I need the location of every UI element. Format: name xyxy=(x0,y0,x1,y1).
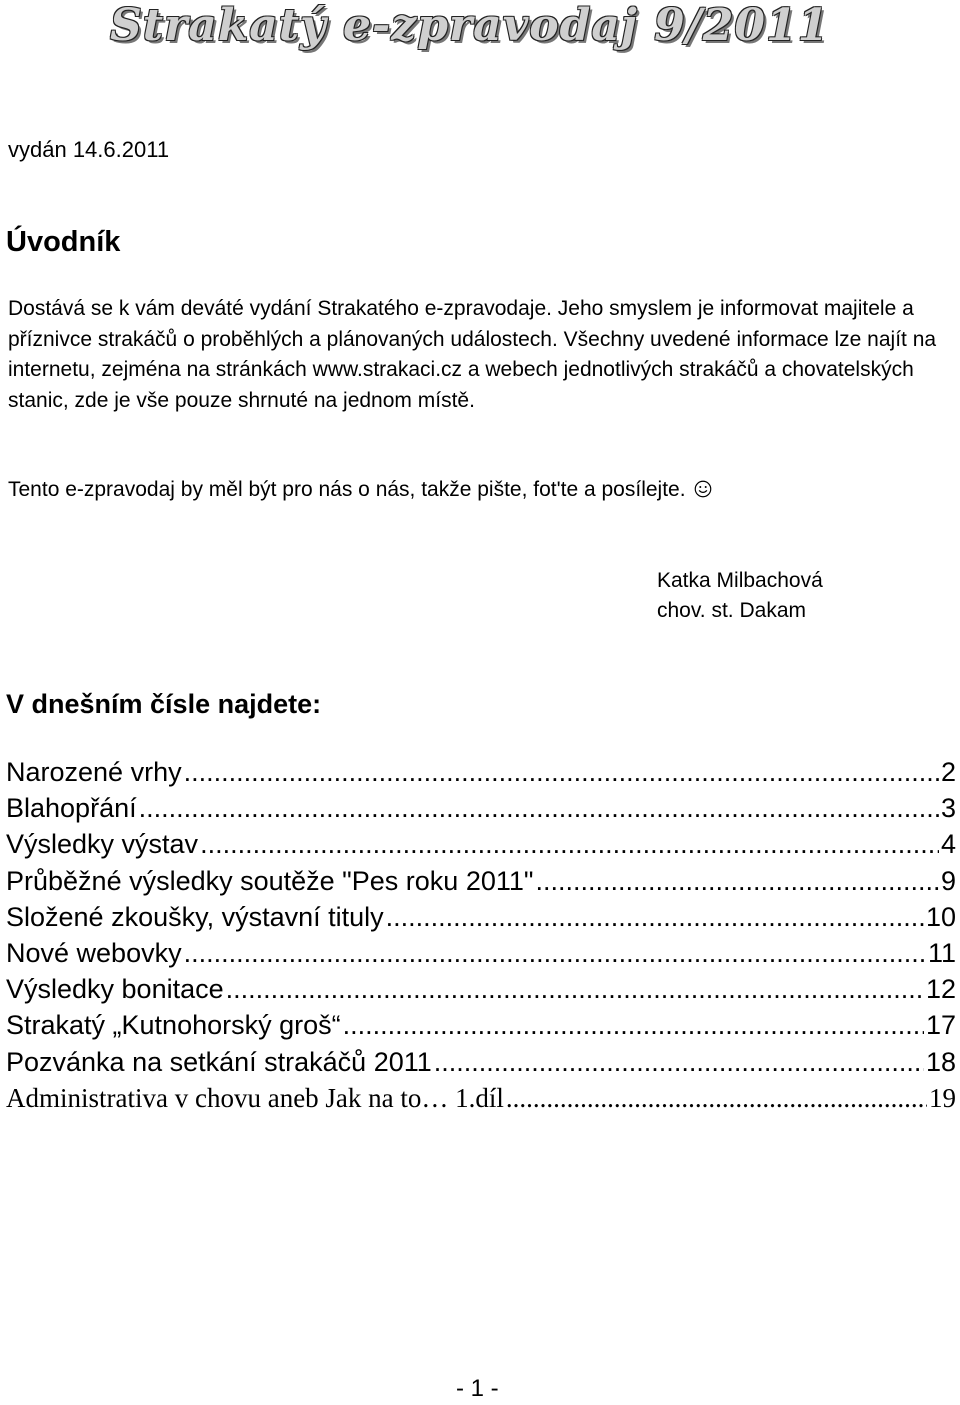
toc-item-title: Nové webovky xyxy=(6,937,182,968)
editorial-heading: Úvodník xyxy=(6,226,121,258)
toc-leader-dots xyxy=(200,829,939,860)
toc-item-page: 10 xyxy=(925,901,956,932)
closing-text: Tento e-zpravodaj by měl být pro nás o nás, takže pište, fot'te a posílejte. xyxy=(8,478,686,501)
smiley-face-icon xyxy=(694,480,712,498)
toc-leader-dots xyxy=(139,793,939,824)
toc-item-page: 12 xyxy=(925,974,956,1005)
signature-name: Katka Milbachová xyxy=(657,569,823,592)
toc-item-title: Složené zkoušky, výstavní tituly xyxy=(6,901,384,932)
toc-item-title: Výsledky výstav xyxy=(6,829,199,860)
toc-item[interactable] xyxy=(6,1010,956,1046)
toc-item-title: Narozené vrhy xyxy=(6,757,182,787)
toc-item-title: Pozvánka na setkání strakáčů 2011 xyxy=(6,1046,432,1077)
closing-line xyxy=(8,478,712,502)
signature xyxy=(657,566,823,626)
toc-item[interactable] xyxy=(6,902,956,938)
newsletter-title: Strakatý e-zpravodaj 9/2011 xyxy=(110,0,830,51)
toc-leader-dots xyxy=(535,866,939,897)
contents-heading: V dnešním čísle najdete: xyxy=(6,689,322,719)
toc-item[interactable] xyxy=(6,938,956,974)
toc-item[interactable] xyxy=(6,829,956,865)
toc-item-title: Blahopřání xyxy=(6,793,137,824)
toc-item-page: 3 xyxy=(940,793,956,824)
toc-item-title: Výsledky bonitace xyxy=(6,974,224,1005)
toc-item-page: 18 xyxy=(925,1046,956,1077)
table-of-contents xyxy=(6,757,956,1119)
toc-item[interactable] xyxy=(6,866,956,902)
toc-item-title: Administrativa v chovu aneb Jak na to… 1.díl xyxy=(6,1082,504,1113)
toc-leader-dots xyxy=(506,1083,927,1114)
toc-item-title: Průběžné výsledky soutěže "Pes roku 2011" xyxy=(6,865,534,896)
toc-item-page: 19 xyxy=(929,1082,956,1113)
toc-item[interactable] xyxy=(6,1047,956,1083)
toc-item-page: 9 xyxy=(940,865,956,896)
toc-leader-dots xyxy=(184,757,939,788)
toc-item[interactable] xyxy=(6,757,956,793)
toc-item[interactable] xyxy=(6,793,956,829)
signature-kennel: chov. st. Dakam xyxy=(657,599,806,622)
issue-date: vydán 14.6.2011 xyxy=(8,137,170,162)
toc-leader-dots xyxy=(386,902,924,933)
toc-leader-dots xyxy=(226,974,924,1005)
toc-item-page: 17 xyxy=(925,1010,956,1041)
toc-leader-dots xyxy=(184,938,926,969)
toc-item[interactable] xyxy=(6,974,956,1010)
toc-item-page: 4 xyxy=(940,829,956,860)
page-number: - 1 - xyxy=(456,1375,499,1402)
toc-item-page: 11 xyxy=(927,937,956,968)
toc-item-title: Strakatý „Kutnohorský groš“ xyxy=(6,1010,341,1041)
toc-leader-dots xyxy=(343,1010,924,1041)
toc-item-page: 2 xyxy=(940,757,956,787)
editorial-paragraph: Dostává se k vám deváté vydání Strakatého e-zpravodaje. Jeho smyslem je informovat majitele a příznivce strakáčů o proběhlých a plánovaných událostech. Všechny uvedené informace lze najít na internetu, zejména na stránkách www.strakaci.cz a webech jednotlivých strakáčů a chovatelských stanic, zde je vše pouze shrnuté na jednom místě. xyxy=(8,297,937,412)
toc-item[interactable] xyxy=(6,1083,956,1119)
toc-leader-dots xyxy=(434,1047,924,1078)
